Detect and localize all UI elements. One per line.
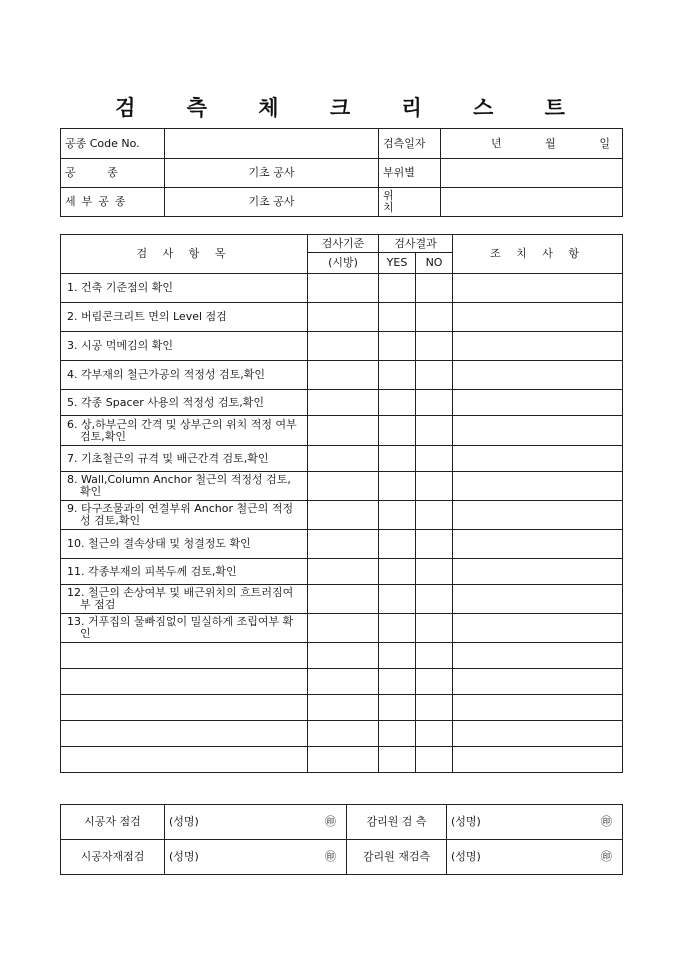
no-cell[interactable]	[416, 501, 453, 530]
yes-cell[interactable]	[379, 501, 416, 530]
checklist-item	[61, 721, 308, 747]
seal-icon: ㊞	[601, 850, 612, 863]
sig-row2-left-field[interactable]	[165, 840, 347, 875]
yes-cell[interactable]	[379, 274, 416, 303]
header-item: 검 사 항 목	[61, 235, 308, 274]
checklist-item	[61, 416, 308, 446]
yes-cell[interactable]	[379, 472, 416, 501]
sig-row1-right-name: (성명)	[451, 815, 481, 828]
info-table	[60, 128, 623, 217]
action-cell[interactable]	[453, 501, 623, 530]
checklist-item	[61, 614, 308, 643]
checklist-row	[61, 416, 623, 446]
checklist-row	[61, 585, 623, 614]
action-cell[interactable]	[453, 614, 623, 643]
action-cell[interactable]	[453, 332, 623, 361]
sig-row1-right-field[interactable]	[447, 805, 623, 840]
checklist-row	[61, 669, 623, 695]
no-cell[interactable]	[416, 721, 453, 747]
part-value[interactable]	[441, 159, 623, 188]
checklist-item	[61, 274, 308, 303]
work-label: 공 종	[61, 159, 165, 188]
checklist-item-text: 3. 시공 먹메김의 확인	[67, 339, 173, 352]
action-cell[interactable]	[453, 585, 623, 614]
action-cell[interactable]	[453, 559, 623, 585]
yes-cell[interactable]	[379, 390, 416, 416]
checklist-item-text: 12. 철근의 손상여부 및 배근위치의 흐트러짐여부 점검	[67, 586, 294, 611]
checklist-item-text: 1. 건축 기준점의 확인	[67, 281, 173, 294]
no-cell[interactable]	[416, 390, 453, 416]
standard-cell[interactable]	[308, 303, 379, 332]
header-action: 조 치 사 항	[453, 235, 623, 274]
checklist-row	[61, 332, 623, 361]
checklist-item	[61, 695, 308, 721]
header-standard: 검사기준	[308, 235, 379, 253]
checklist-table	[60, 234, 623, 773]
date-value[interactable]	[441, 129, 623, 159]
checklist-row	[61, 472, 623, 501]
sig-row1-right-label: 감리원 검 측	[347, 805, 447, 840]
seal-icon: ㊞	[601, 815, 612, 828]
yes-cell[interactable]	[379, 559, 416, 585]
yes-cell[interactable]	[379, 416, 416, 446]
checklist-row	[61, 390, 623, 416]
standard-cell[interactable]	[308, 446, 379, 472]
seal-icon: ㊞	[325, 815, 336, 828]
checklist-item-text: 13. 거푸집의 물빠짐없이 밀실하게 조립여부 확인	[67, 615, 294, 640]
checklist-item	[61, 332, 308, 361]
standard-cell[interactable]	[308, 472, 379, 501]
loc-label: 위 치	[379, 188, 441, 217]
action-cell[interactable]	[453, 390, 623, 416]
checklist-item	[61, 530, 308, 559]
standard-cell[interactable]	[308, 669, 379, 695]
part-label: 부위별	[379, 159, 441, 188]
yes-cell[interactable]	[379, 446, 416, 472]
no-cell[interactable]	[416, 643, 453, 669]
yes-cell[interactable]	[379, 669, 416, 695]
sig-row2-left-label: 시공자재점검	[61, 840, 165, 875]
sig-row1-left-name: (성명)	[169, 815, 199, 828]
no-cell[interactable]	[416, 695, 453, 721]
checklist-row	[61, 643, 623, 669]
checklist-item	[61, 472, 308, 501]
no-cell[interactable]	[416, 303, 453, 332]
checklist-item-text: 9. 타구조물과의 연결부위 Anchor 철근의 적정성 검토,확인	[67, 502, 294, 527]
action-cell[interactable]	[453, 643, 623, 669]
yes-cell[interactable]	[379, 332, 416, 361]
seal-icon: ㊞	[325, 850, 336, 863]
yes-cell[interactable]	[379, 721, 416, 747]
signature-table	[60, 804, 623, 875]
standard-cell[interactable]	[308, 530, 379, 559]
header-standard-sub: (시방)	[308, 253, 379, 274]
no-cell[interactable]	[416, 274, 453, 303]
checklist-item	[61, 361, 308, 390]
checklist-row	[61, 303, 623, 332]
date-day: 일	[599, 136, 610, 150]
date-year: 년	[491, 136, 502, 150]
checklist-item-text: 4. 각부재의 철근가공의 적정성 검토,확인	[67, 368, 265, 381]
checklist-row	[61, 747, 623, 773]
no-cell[interactable]	[416, 669, 453, 695]
work-value[interactable]: 기초 공사	[165, 159, 379, 188]
checklist-row	[61, 559, 623, 585]
action-cell[interactable]	[453, 361, 623, 390]
action-cell[interactable]	[453, 472, 623, 501]
no-cell[interactable]	[416, 416, 453, 446]
action-cell[interactable]	[453, 721, 623, 747]
no-cell[interactable]	[416, 472, 453, 501]
sig-row1-left-label: 시공자 점검	[61, 805, 165, 840]
header-yes: YES	[379, 253, 416, 274]
checklist-item	[61, 303, 308, 332]
no-cell[interactable]	[416, 446, 453, 472]
action-cell[interactable]	[453, 274, 623, 303]
checklist-row	[61, 274, 623, 303]
sig-row2-right-label: 감리원 재검측	[347, 840, 447, 875]
sig-row1-left-field[interactable]	[165, 805, 347, 840]
loc-value[interactable]	[441, 188, 623, 217]
action-cell[interactable]	[453, 530, 623, 559]
checklist-item-text: 5. 각종 Spacer 사용의 적정성 검토,확인	[67, 395, 265, 409]
checklist-row	[61, 614, 623, 643]
standard-cell[interactable]	[308, 643, 379, 669]
yes-cell[interactable]	[379, 530, 416, 559]
checklist-item	[61, 559, 308, 585]
action-cell[interactable]	[453, 747, 623, 773]
standard-cell[interactable]	[308, 585, 379, 614]
no-cell[interactable]	[416, 559, 453, 585]
checklist-item	[61, 446, 308, 472]
action-cell[interactable]	[453, 416, 623, 446]
action-cell[interactable]	[453, 695, 623, 721]
checklist-row	[61, 501, 623, 530]
no-cell[interactable]	[416, 585, 453, 614]
yes-cell[interactable]	[379, 361, 416, 390]
sig-row2-right-field[interactable]	[447, 840, 623, 875]
sig-row2-left-name: (성명)	[169, 850, 199, 863]
no-cell[interactable]	[416, 332, 453, 361]
standard-cell[interactable]	[308, 416, 379, 446]
no-cell[interactable]	[416, 361, 453, 390]
no-cell[interactable]	[416, 614, 453, 643]
checklist-item-text: 2. 버림콘크리트 면의 Level 점검	[67, 310, 227, 323]
no-cell[interactable]	[416, 530, 453, 559]
checklist-row	[61, 721, 623, 747]
checklist-item	[61, 669, 308, 695]
yes-cell[interactable]	[379, 747, 416, 773]
checklist-row	[61, 446, 623, 472]
checklist-item	[61, 585, 308, 614]
date-month: 월	[545, 136, 556, 150]
standard-cell[interactable]	[308, 332, 379, 361]
standard-cell[interactable]	[308, 721, 379, 747]
sig-row2-right-name: (성명)	[451, 850, 481, 863]
standard-cell[interactable]	[308, 747, 379, 773]
standard-cell[interactable]	[308, 361, 379, 390]
checklist-item-text: 10. 철근의 결속상태 및 청결정도 확인	[67, 537, 251, 550]
yes-cell[interactable]	[379, 695, 416, 721]
yes-cell[interactable]	[379, 303, 416, 332]
standard-cell[interactable]	[308, 501, 379, 530]
standard-cell[interactable]	[308, 614, 379, 643]
standard-cell[interactable]	[308, 274, 379, 303]
action-cell[interactable]	[453, 669, 623, 695]
action-cell[interactable]	[453, 303, 623, 332]
checklist-row	[61, 530, 623, 559]
action-cell[interactable]	[453, 446, 623, 472]
checklist-item-text: 8. Wall,Column Anchor 철근의 적정성 검토,확인	[67, 473, 291, 498]
checklist-item-text: 6. 상,하부근의 간격 및 상부근의 위치 적정 여부 검토,확인	[67, 417, 297, 443]
standard-cell[interactable]	[308, 559, 379, 585]
code-value[interactable]	[165, 129, 379, 159]
yes-cell[interactable]	[379, 643, 416, 669]
checklist-item	[61, 747, 308, 773]
yes-cell[interactable]	[379, 585, 416, 614]
checklist-item-text: 7. 기초철근의 규격 및 배근간격 검토,확인	[67, 451, 269, 465]
standard-cell[interactable]	[308, 390, 379, 416]
checklist-item	[61, 390, 308, 416]
detail-label: 세부공종	[61, 188, 165, 217]
checklist-row	[61, 695, 623, 721]
code-label: 공종 Code No.	[61, 129, 165, 159]
header-no: NO	[416, 253, 453, 274]
no-cell[interactable]	[416, 747, 453, 773]
checklist-item	[61, 643, 308, 669]
checklist-item	[61, 501, 308, 530]
checklist-item-text: 11. 각종부재의 피복두께 검토,확인	[67, 564, 237, 578]
header-result: 검사결과	[379, 235, 453, 253]
standard-cell[interactable]	[308, 695, 379, 721]
detail-value[interactable]: 기초 공사	[165, 188, 379, 217]
yes-cell[interactable]	[379, 614, 416, 643]
date-label: 검측일자	[379, 129, 441, 159]
page-title: 검 측 체 크 리 스 트	[115, 95, 587, 120]
checklist-row	[61, 361, 623, 390]
